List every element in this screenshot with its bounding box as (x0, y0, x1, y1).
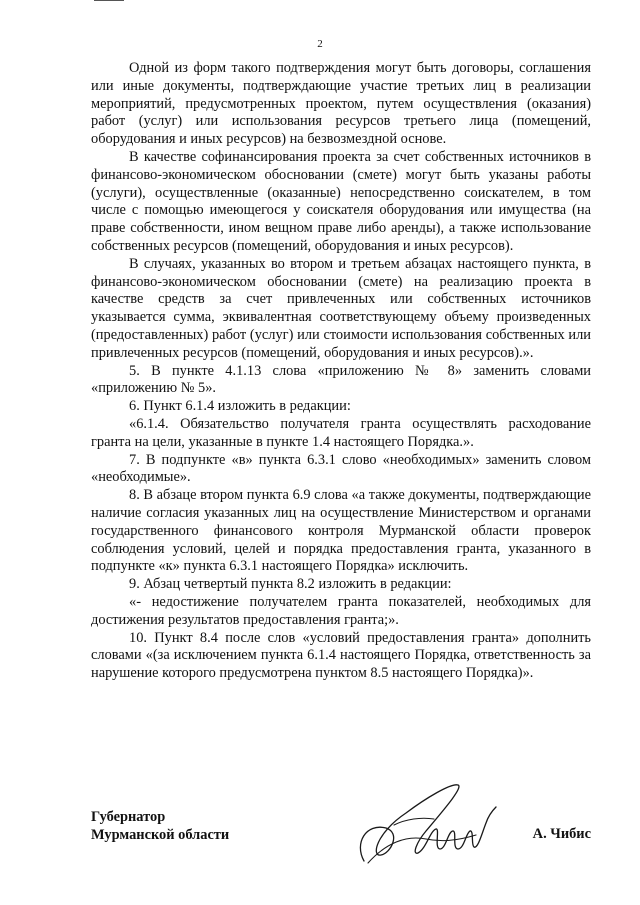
paragraph: 9. Абзац четвертый пункта 8.2 изложить в редакции: (129, 576, 452, 593)
paragraph: 6. Пункт 6.1.4 изложить в редакции: (129, 398, 351, 415)
signatory-title (91, 808, 229, 844)
paragraph: В случаях, указанных во втором и третьем абзацах настоящего пункта, в финансово-экономическом обосновании (смете) на реализацию проекта в качестве средств за счет привлеченных или собственных источников указывается сумма, эквивалентная соответствующему объему произведенных (предоставленных) работ (услуг) или стоимости использования собственных или привлеченных ресурсов (помещений, оборудования и иных ресурсов).». (91, 255, 591, 361)
paragraph: 10. Пункт 8.4 после слов «условий предоставления гранта» дополнить словами «(за исключением пункта 6.1.4 настоящего Порядка, ответственность за нарушение которого предусмотрена пунктом 8.5 настоящего Порядка)». (91, 629, 591, 682)
page-number: 2 (317, 38, 323, 50)
document-body (91, 60, 591, 683)
signatory-title-line: Губернатор (91, 809, 166, 825)
paragraph: 7. В подпункте «в» пункта 6.3.1 слово «необходимых» заменить словом «необходимые». (91, 451, 591, 486)
signatory-name: А. Чибис (532, 826, 591, 842)
signature-block (91, 808, 591, 878)
paragraph: «- недостижение получателем гранта показателей, необходимых для достижения результатов предоставления гранта;». (91, 593, 591, 628)
scan-corner-mark (94, 0, 124, 1)
handwritten-signature (346, 773, 506, 873)
paragraph: В качестве софинансирования проекта за счет собственных источников в финансово-экономическом обосновании (смете) могут быть указаны работы (услуги), осуществленные (оказанные) непосредственно соискателем, в том числе с помощью имеющегося у соискателя оборудования или имущества (на праве собственности, ином вещном праве либо аренды), а также использование собственных ресурсов (помещений, оборудования и иных ресурсов). (91, 148, 591, 254)
signatory-title-line: Мурманской области (91, 827, 230, 843)
paragraph: 8. В абзаце втором пункта 6.9 слова «а также документы, подтверждающие наличие согласия указанных лиц на осуществление Министерством и органами государственного финансового контроля Мурманской области проверок соблюдения условий, целей и порядка предоставления гранта, указанного в подпункте «к» пункта 6.3.1 настоящего Порядка» исключить. (91, 487, 591, 575)
paragraph: 5. В пункте 4.1.13 слова «приложению № 8» заменить словами «приложению № 5». (91, 362, 591, 397)
paragraph: «6.1.4. Обязательство получателя гранта осуществлять расходование гранта на цели, указанные в пункте 1.4 настоящего Порядка.». (91, 415, 591, 450)
paragraph: Одной из форм такого подтверждения могут быть договоры, соглашения или иные документы, подтверждающие участие третьих лиц в реализации мероприятий, предусмотренных проектом, путем осуществления (оказания) работ (услуг) или использования ресурсов третьего лица (помещений, оборудования и иных ресурсов) на безвозмездной основе. (91, 60, 591, 148)
